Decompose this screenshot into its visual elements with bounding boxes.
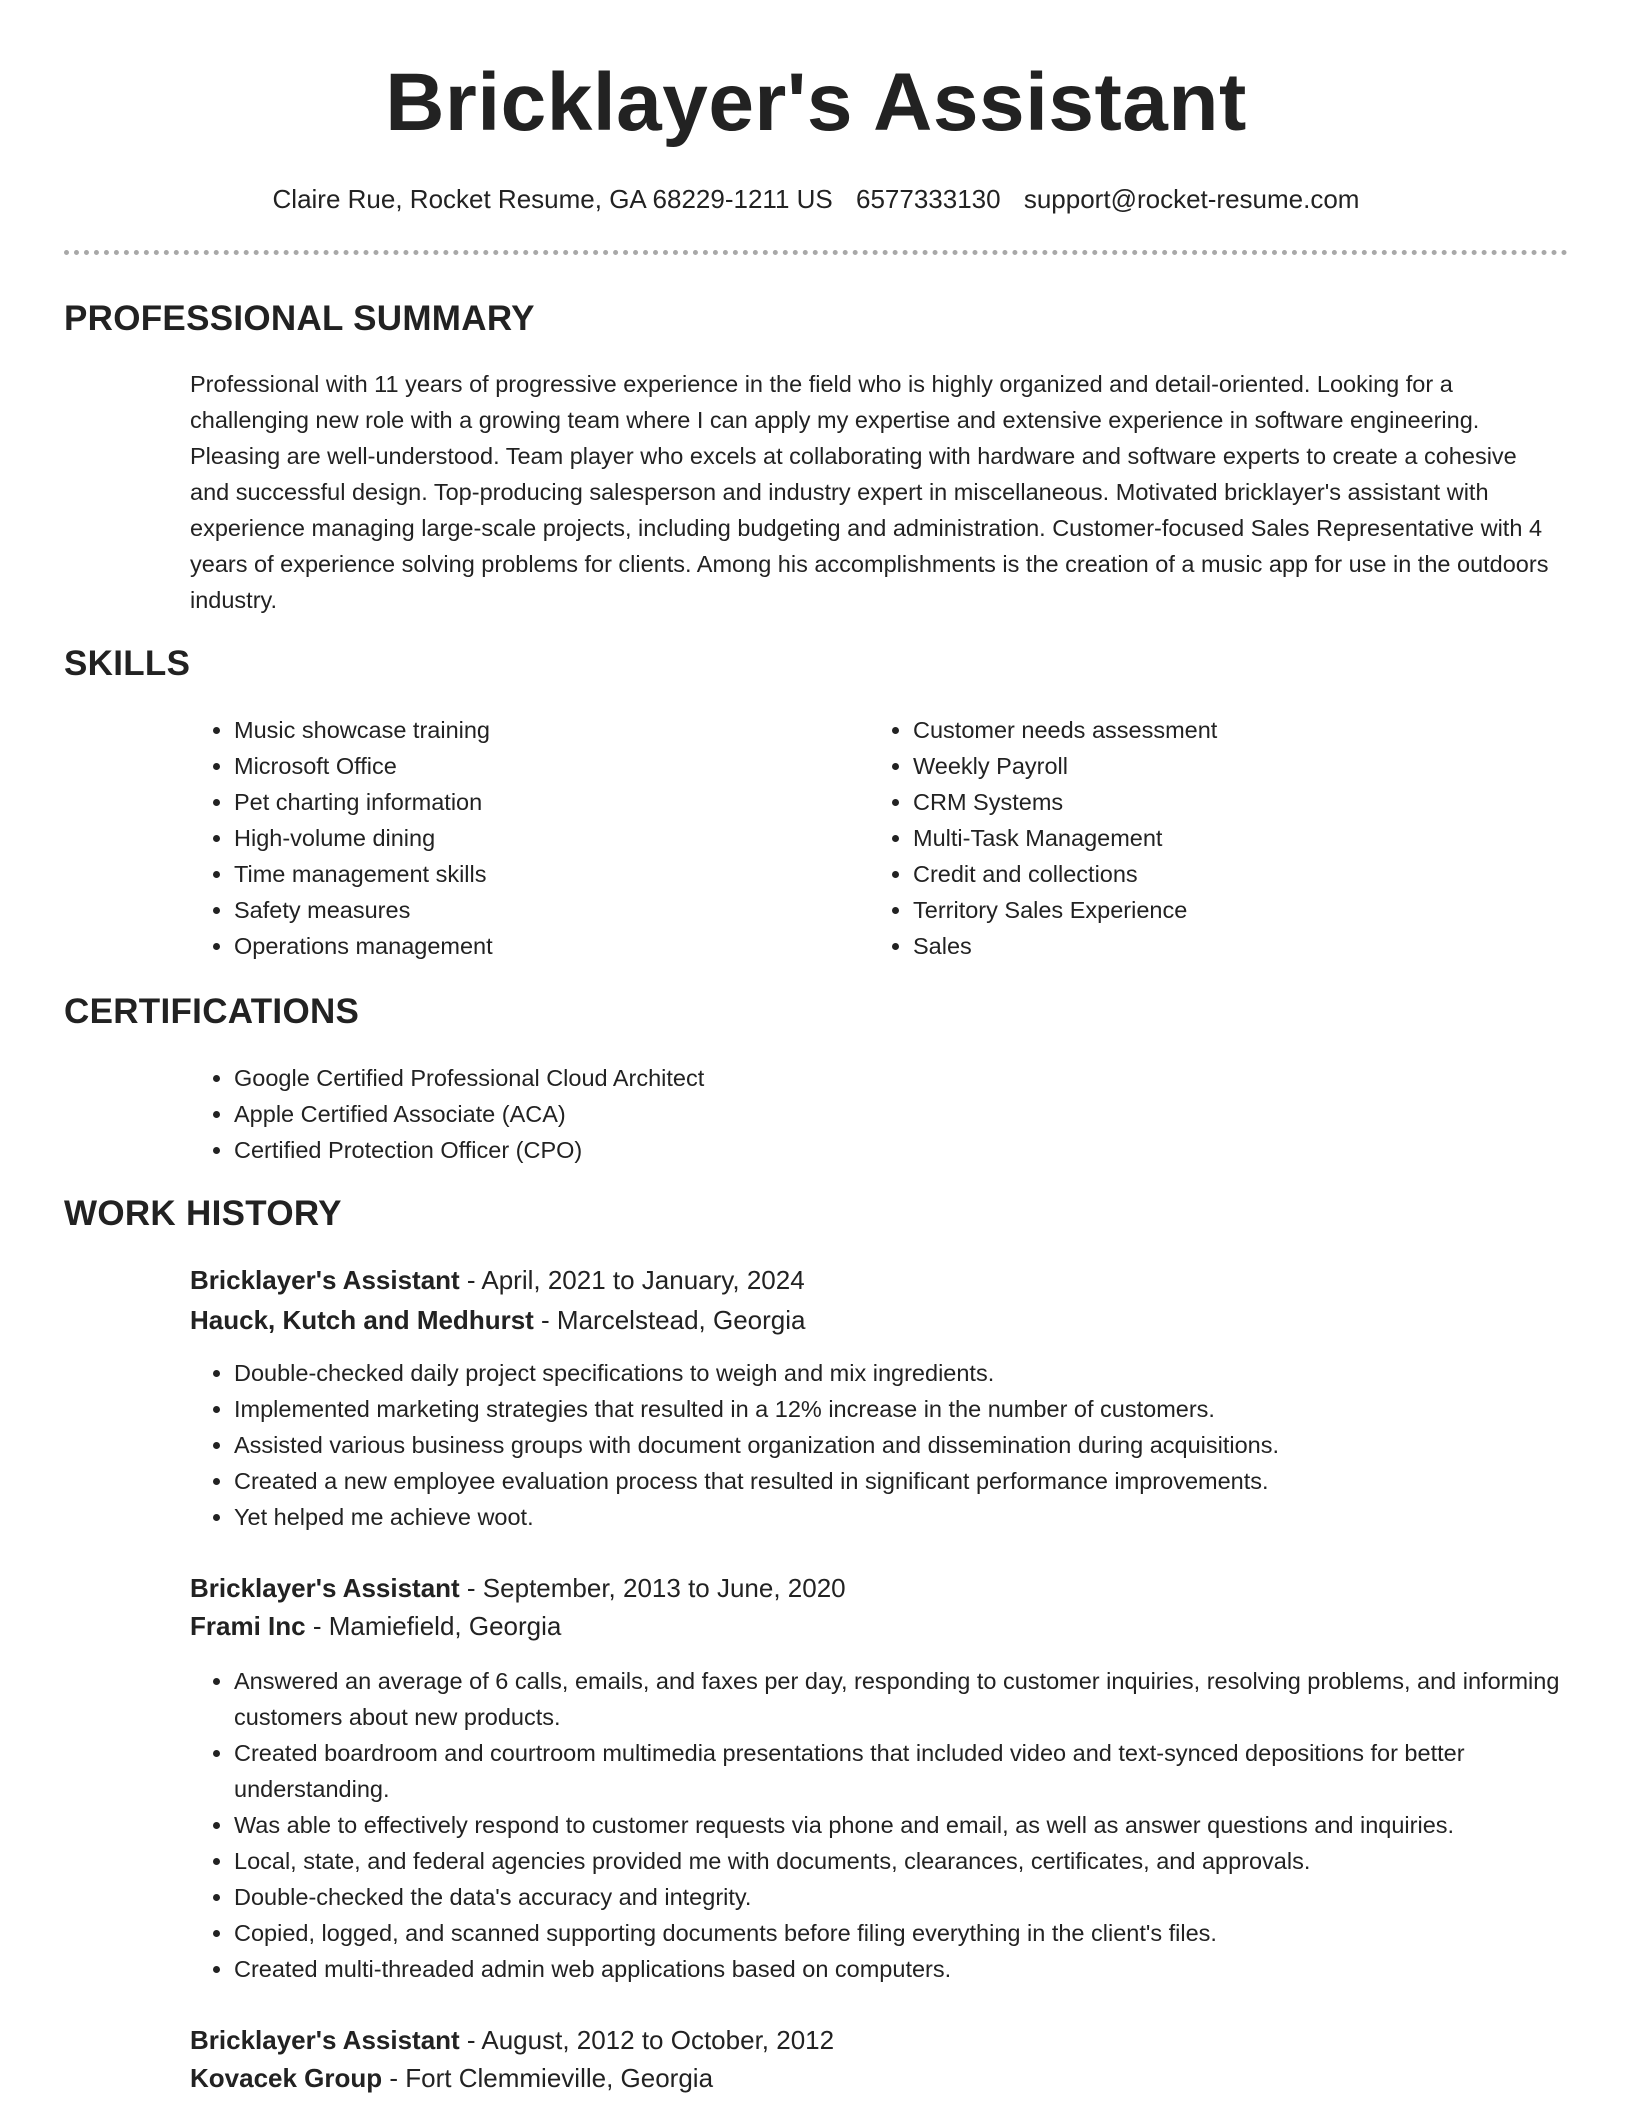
job-company: Kovacek Group	[190, 2063, 383, 2093]
skill-item: • Credit and collections	[913, 856, 1533, 892]
skill-item: • Weekly Payroll	[913, 748, 1533, 784]
job-bullets	[190, 1663, 1604, 1987]
skills-list-right	[869, 712, 1533, 964]
job-company-line	[190, 1608, 561, 1644]
contact-address: Claire Rue, Rocket Resume, GA 68229-1211 US	[272, 184, 833, 214]
job-company-line	[190, 1302, 806, 1338]
resume-title: Bricklayer's Assistant	[385, 57, 1247, 148]
job-title: Bricklayer's Assistant	[190, 2025, 460, 2055]
job-bullet: • Implemented marketing strategies that resulted in a 12% increase in the number of customers.	[234, 1391, 1604, 1427]
job-title-line	[190, 1262, 805, 1298]
contact-email: support@rocket-resume.com	[1023, 184, 1360, 214]
job-company: Frami Inc	[190, 1611, 306, 1641]
skill-item: • Time management skills	[234, 856, 854, 892]
skill-item: • Pet charting information	[234, 784, 854, 820]
job-bullet: • Assisted various business groups with document organization and dissemination during acquisitions.	[234, 1427, 1604, 1463]
skill-item: • Territory Sales Experience	[913, 892, 1533, 928]
skill-item: • Operations management	[234, 928, 854, 964]
job-bullet: • Yet helped me achieve woot.	[234, 1499, 1604, 1535]
work-history-heading: WORK HISTORY	[64, 1194, 342, 1233]
job-bullet: • Double-checked the data's accuracy and integrity.	[234, 1879, 1604, 1915]
contact-line	[0, 182, 1632, 216]
skill-item: • Safety measures	[234, 892, 854, 928]
skill-item: • Microsoft Office	[234, 748, 854, 784]
job-location: - Marcelstead, Georgia	[533, 1305, 806, 1335]
skill-item: • Multi-Task Management	[913, 820, 1533, 856]
job-company: Hauck, Kutch and Medhurst	[190, 1305, 534, 1335]
job-bullet: • Double-checked daily project specifications to weigh and mix ingredients.	[234, 1355, 1604, 1391]
certification-item: • Apple Certified Associate (ACA)	[234, 1096, 1604, 1132]
skill-item: • CRM Systems	[913, 784, 1533, 820]
skill-item: • High-volume dining	[234, 820, 854, 856]
job-bullet: • Created a new employee evaluation process that resulted in significant performance improvements.	[234, 1463, 1604, 1499]
job-location: - Fort Clemmieville, Georgia	[382, 2063, 714, 2093]
job-dates: - September, 2013 to June, 2020	[459, 1573, 846, 1603]
job-bullet: • Created boardroom and courtroom multimedia presentations that included video and text-synced depositions for better understanding.	[234, 1735, 1604, 1807]
skill-item: • Customer needs assessment	[913, 712, 1533, 748]
job-company-line	[190, 2060, 713, 2096]
certification-item: • Google Certified Professional Cloud Architect	[234, 1060, 1604, 1096]
job-location: - Mamiefield, Georgia	[305, 1611, 562, 1641]
job-bullet: • Was able to effectively respond to customer requests via phone and email, as well as answer questions and inquiries.	[234, 1807, 1604, 1843]
job-dates: - August, 2012 to October, 2012	[459, 2025, 835, 2055]
job-bullet: • Local, state, and federal agencies provided me with documents, clearances, certificates, and approvals.	[234, 1843, 1604, 1879]
job-bullet: • Answered an average of 6 calls, emails, and faxes per day, responding to customer inquiries, resolving problems, and informing customers about new products.	[234, 1663, 1604, 1735]
job-title-line	[190, 2022, 834, 2058]
skill-item: • Music showcase training	[234, 712, 854, 748]
certifications-list	[190, 1060, 1604, 1168]
summary-text: Professional with 11 years of progressive experience in the field who is highly organized and detail-oriented. Looking for a challenging new role with a growing team where I can apply my expertise and extensive experience in software engineering. Pleasing are well-understood. Team player who excels at collaborating with hardware and software experts to create a cohesive and successful design. Top-producing salesperson and industry expert in miscellaneous. Motivated bricklayer's assistant with experience managing large-scale projects, including budgeting and administration. Customer-focused Sales Representative with 4 years of experience solving problems for clients. Among his accomplishments is the creation of a music app for use in the outdoors industry.	[190, 371, 1549, 613]
certification-item: • Certified Protection Officer (CPO)	[234, 1132, 1604, 1168]
header-divider	[64, 250, 1568, 255]
skills-heading: SKILLS	[64, 644, 191, 683]
skills-list-left	[190, 712, 854, 964]
certifications-heading: CERTIFICATIONS	[64, 992, 360, 1031]
skill-item: • Sales	[913, 928, 1533, 964]
job-bullets	[190, 1355, 1604, 1535]
summary-heading: PROFESSIONAL SUMMARY	[64, 299, 535, 338]
job-bullet: • Created multi-threaded admin web applications based on computers.	[234, 1951, 1604, 1987]
job-title: Bricklayer's Assistant	[190, 1573, 460, 1603]
job-title: Bricklayer's Assistant	[190, 1265, 460, 1295]
job-dates: - April, 2021 to January, 2024	[459, 1265, 805, 1295]
job-bullet: • Copied, logged, and scanned supporting documents before filing everything in the client's files.	[234, 1915, 1604, 1951]
contact-phone: 6577333130	[856, 184, 1001, 214]
job-title-line	[190, 1570, 846, 1606]
